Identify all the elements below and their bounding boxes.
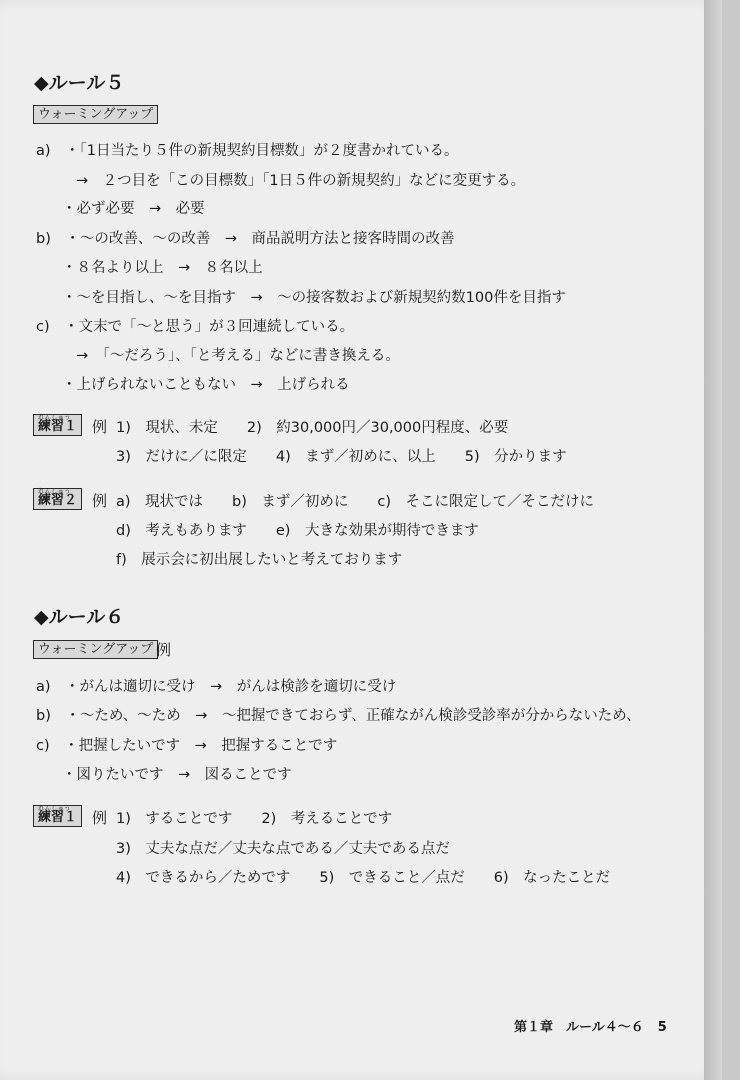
rule5-ex1-rei: 例 (92, 418, 108, 436)
rule5-line-c2: → 「～だろう」、「と考える」などに書き換える。 (76, 348, 400, 364)
rule5-warmup-label: ウォーミングアップ (33, 105, 158, 124)
rule6-line-c1: c) ・把握したいです → 把握することです (36, 738, 338, 754)
rule5-line-c1: c) ・文末で「～と思う」が３回連続している。 (36, 319, 355, 335)
rule5-line-a2: → ２つ目を「この目標数」「1日５件の新規契約」などに変更する。 (76, 173, 526, 189)
page-edge (704, 0, 722, 1080)
rule6-line-b: b) ・～ため、～ため → ～把握できておらず、正確ながん検診受診率が分からないため、 (36, 708, 641, 724)
rule5-ex1-line2: 3) だけに／に限定 4) まず／初めに、以上 5) 分かります (116, 449, 567, 465)
rule5-ex2-line1: a) 現状では b) まず／初めに c) そこに限定して／そこだけに (116, 494, 595, 510)
page-number: 5 (657, 1020, 667, 1035)
rule6-line-c2: ・図りたいです → 図ることです (62, 767, 292, 783)
rule5-ex2-label: れんしゅう 練習２ (33, 488, 82, 510)
rule6-ex1-label: れんしゅう 練習１ (33, 805, 82, 827)
rule6-ex1-line1: 1) することです 2) 考えることです (116, 811, 393, 827)
rule5-ex1-line1: 1) 現状、未定 2) 約30,000円／30,000円程度、必要 (116, 420, 509, 436)
rule5-ex2-line2: d) 考えもあります e) 大きな効果が期待できます (116, 523, 479, 539)
rule5-line-b3: ・～を目指し、～を目指す → ～の接客数および新規契約数100件を目指す (62, 290, 566, 306)
rule5-ex1-label: れんしゅう 練習１ (33, 414, 82, 436)
rule5-line-b1: b) ・～の改善、～の改善 → 商品説明方法と接客時間の改善 (36, 231, 455, 247)
rule5-line-c3: ・上げられないこともない → 上げられる (62, 377, 350, 393)
rule6-heading: ◆ルール６ (34, 606, 125, 628)
rule5-ex2-rei: 例 (92, 492, 108, 510)
rule6-ex1-line3: 4) できるから／ためです 5) できること／点だ 6) なったことだ (116, 870, 611, 886)
rule6-warmup-label: ウォーミングアップ (33, 640, 158, 659)
rule6-ex1-line2: 3) 丈夫な点だ／丈夫な点である／丈夫である点だ (116, 841, 450, 857)
rule5-line-a1: a) ・「1日当たり５件の新規契約目標数」が２度書かれている。 (36, 143, 459, 159)
rule6-line-a: a) ・がんは適切に受け → がんは検診を適切に受け (36, 679, 397, 695)
rule6-ex1-rei: 例 (92, 809, 108, 827)
rule6-warmup-rei: 例 (156, 641, 172, 659)
rule5-ex2-line3: f) 展示会に初出展したいと考えております (116, 552, 403, 568)
rule5-line-b2: ・８名より以上 → ８名以上 (62, 260, 263, 276)
page-footer (514, 1016, 667, 1035)
chapter-label: 第１章 ルール４～６ (514, 1020, 644, 1035)
rule5-line-a3: ・必ず必要 → 必要 (62, 201, 205, 217)
rule5-heading: ◆ルール５ (34, 72, 125, 94)
